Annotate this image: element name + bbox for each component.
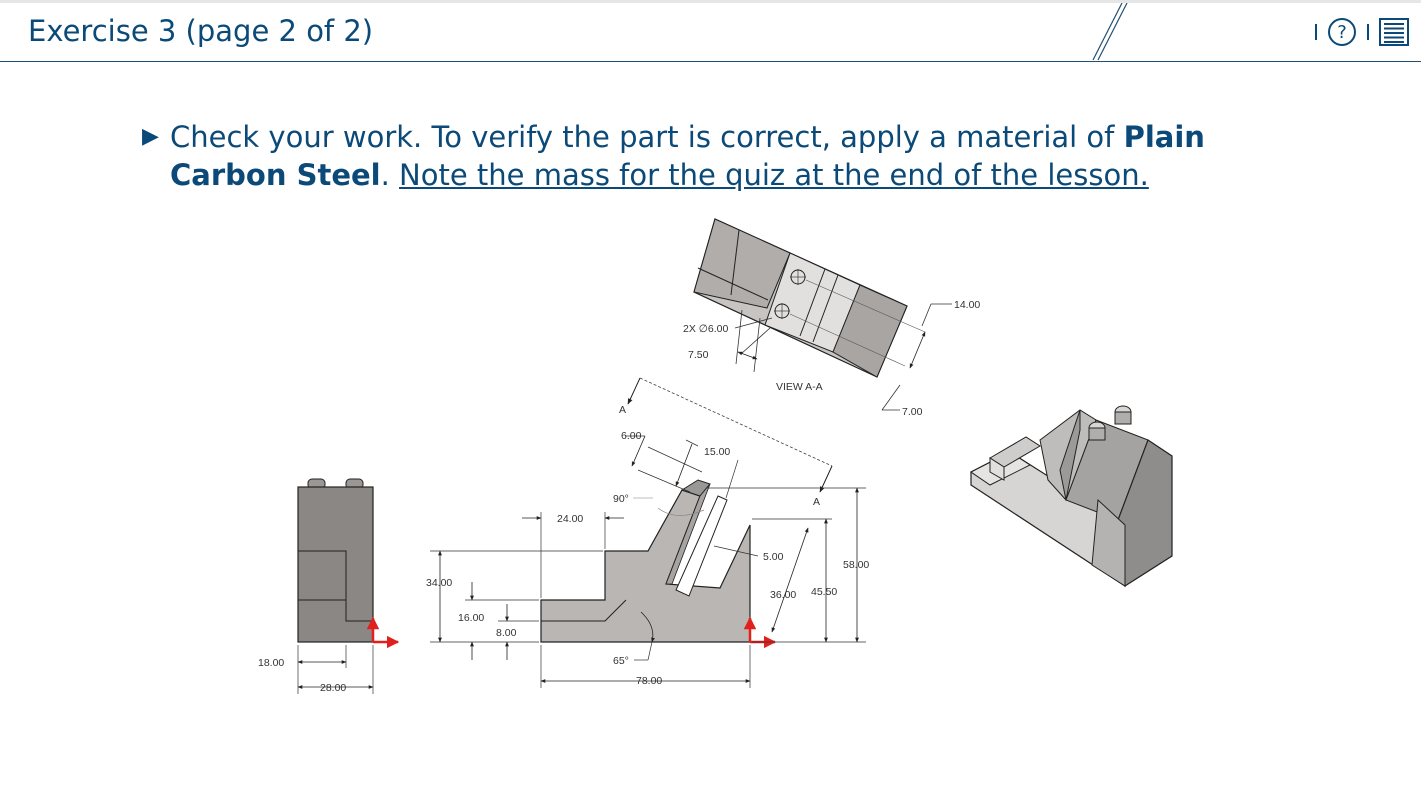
section-marker-a-right: A — [813, 496, 821, 508]
bullet-marker: ▶ — [142, 124, 159, 149]
dim-58-00: 58.00 — [843, 559, 870, 571]
front-view — [426, 430, 869, 688]
dim-7-00: 7.00 — [902, 406, 923, 418]
dim-34-00: 34.00 — [426, 577, 453, 589]
dim-15-00: 15.00 — [704, 446, 731, 458]
mass-note: Note the mass for the quiz at the end of the lesson. — [399, 158, 1149, 192]
dim-14-00: 14.00 — [954, 299, 981, 311]
dim-5-00: 5.00 — [763, 551, 784, 563]
instruction-part1: Check your work. To verify the part is correct, apply a material of — [170, 120, 1124, 154]
section-view-a-a — [683, 219, 980, 418]
instruction-part2: . — [380, 158, 400, 192]
section-view-label: VIEW A-A — [776, 381, 823, 393]
page-title: Exercise 3 (page 2 of 2) — [28, 14, 374, 48]
dim-6-00: 6.00 — [621, 430, 642, 442]
dim-28-00: 28.00 — [320, 682, 347, 694]
dim-18-00: 18.00 — [258, 657, 285, 669]
side-view — [258, 479, 398, 694]
dim-65-deg: 65° — [613, 655, 629, 667]
dim-16-00: 16.00 — [458, 612, 485, 624]
isometric-view — [971, 406, 1172, 586]
dim-8-00: 8.00 — [496, 627, 517, 639]
hole-callout-label: 2X ∅6.00 — [683, 323, 729, 335]
section-marker-a-left: A — [619, 404, 627, 416]
material-name: Plain Carbon Steel — [170, 120, 1205, 192]
dim-7-50: 7.50 — [688, 349, 709, 361]
dim-45-50: 45.50 — [811, 586, 838, 598]
dim-90-deg: 90° — [613, 493, 629, 505]
dim-78-00: 78.00 — [636, 675, 663, 687]
section-cut-line — [619, 378, 832, 508]
svg-text:?: ? — [1337, 22, 1347, 43]
dim-24-00: 24.00 — [557, 513, 584, 525]
dim-36-00: 36.00 — [770, 589, 797, 601]
